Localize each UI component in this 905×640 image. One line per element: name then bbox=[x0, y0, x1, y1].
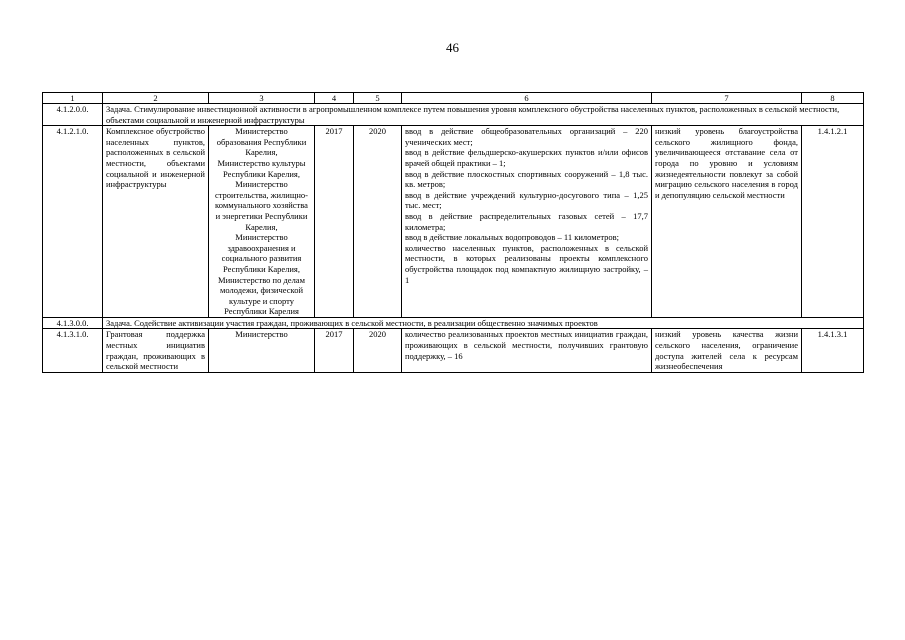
activity-name: Комплексное обустройство населенных пунктов, расположенных в сельской местности, объектами социальной и инженерной инфраструктуры bbox=[103, 126, 209, 318]
column-number: 2 bbox=[103, 93, 209, 104]
result-item: ввод в действие локальных водопроводов – 11 километров; bbox=[405, 232, 620, 243]
task-row bbox=[43, 104, 864, 126]
task-code: 4.1.2.0.0. bbox=[43, 104, 103, 126]
activity-name: Грантовая поддержка местных инициатив граждан, проживающих в сельской местности bbox=[103, 329, 209, 372]
expected-results bbox=[402, 126, 652, 318]
result-item: ввод в действие плоскостных спортивных сооружений – 1,8 тыс. кв. метров; bbox=[405, 168, 648, 190]
start-year: 2017 bbox=[315, 126, 354, 318]
end-year: 2020 bbox=[354, 126, 402, 318]
activity-code: 4.1.3.1.0. bbox=[43, 329, 103, 372]
column-number: 6 bbox=[402, 93, 652, 104]
activity-code: 4.1.2.1.0. bbox=[43, 126, 103, 318]
activity-executor bbox=[209, 126, 315, 318]
task-row bbox=[43, 317, 864, 329]
activity-executor: Министерство bbox=[209, 329, 315, 372]
program-table bbox=[42, 92, 864, 373]
expected-results: количество реализованных проектов местных инициатив граждан, проживающих в сельской местности, получивших грантовую поддержку, – 16 bbox=[402, 329, 652, 372]
result-item: ввод в действие фельдшерско-акушерских пунктов и/или офисов врачей общей практики – 1; bbox=[405, 147, 648, 168]
column-number: 4 bbox=[315, 93, 354, 104]
column-number-row bbox=[43, 93, 864, 104]
task-text: Задача. Стимулирование инвестиционной активности в агропромышленном комплексе путем повышения уровня комплексного обустройства населенных пунктов, расположенных в сельской местности, объектами социальной и инженерной инфраструктуры bbox=[103, 104, 864, 126]
executor-item: Министерство культуры Республики Карелия, bbox=[217, 157, 306, 179]
result-item: ввод в действие общеобразовательных организаций – 220 ученических мест; bbox=[405, 126, 648, 147]
end-year: 2020 bbox=[354, 329, 402, 372]
start-year: 2017 bbox=[315, 329, 354, 372]
result-item: количество населенных пунктов, расположенных в сельской местности, в которых реализованы проекты комплексного обустройства площадок под компактную жилищную застройку, – 1 bbox=[405, 242, 648, 285]
executor-item: Министерство строительства, жилищно-коммунального хозяйства и энергетики Республики Карелия, bbox=[214, 179, 309, 232]
task-code: 4.1.3.0.0. bbox=[43, 317, 103, 329]
executor-item: Министерство по делам молодежи, физической культуре и спорту Республики Карелия bbox=[218, 274, 305, 317]
executor-item: Министерство здравоохранения и социального развития Республики Карелия, bbox=[221, 232, 302, 274]
indicator-link: 1.4.1.2.1 bbox=[802, 126, 864, 318]
executor-item: Министерство образования Республики Карелия, bbox=[216, 126, 307, 158]
consequences: низкий уровень качества жизни сельского населения, ограничение доступа жителей села к ресурсам жизнеобеспечения bbox=[652, 329, 802, 372]
column-number: 7 bbox=[652, 93, 802, 104]
consequences: низкий уровень благоустройства сельского жилищного фонда, увеличивающееся отставание села от города по уровню и условиям жизнедеятельности повлекут за собой миграцию сельского населения в город и депопуляцию сельской местности bbox=[652, 126, 802, 318]
activity-row bbox=[43, 126, 864, 318]
result-item: ввод в действие учреждений культурно-досугового типа – 1,25 тыс. мест; bbox=[405, 189, 648, 211]
column-number: 5 bbox=[354, 93, 402, 104]
result-item: ввод в действие распределительных газовых сетей – 17,7 километра; bbox=[405, 210, 648, 232]
column-number: 8 bbox=[802, 93, 864, 104]
activity-row bbox=[43, 329, 864, 372]
page-number: 46 bbox=[446, 40, 459, 55]
task-text: Задача. Содействие активизации участия граждан, проживающих в сельской местности, в реализации общественно значимых проектов bbox=[103, 317, 864, 329]
column-number: 1 bbox=[43, 93, 103, 104]
indicator-link: 1.4.1.3.1 bbox=[802, 329, 864, 372]
column-number: 3 bbox=[209, 93, 315, 104]
